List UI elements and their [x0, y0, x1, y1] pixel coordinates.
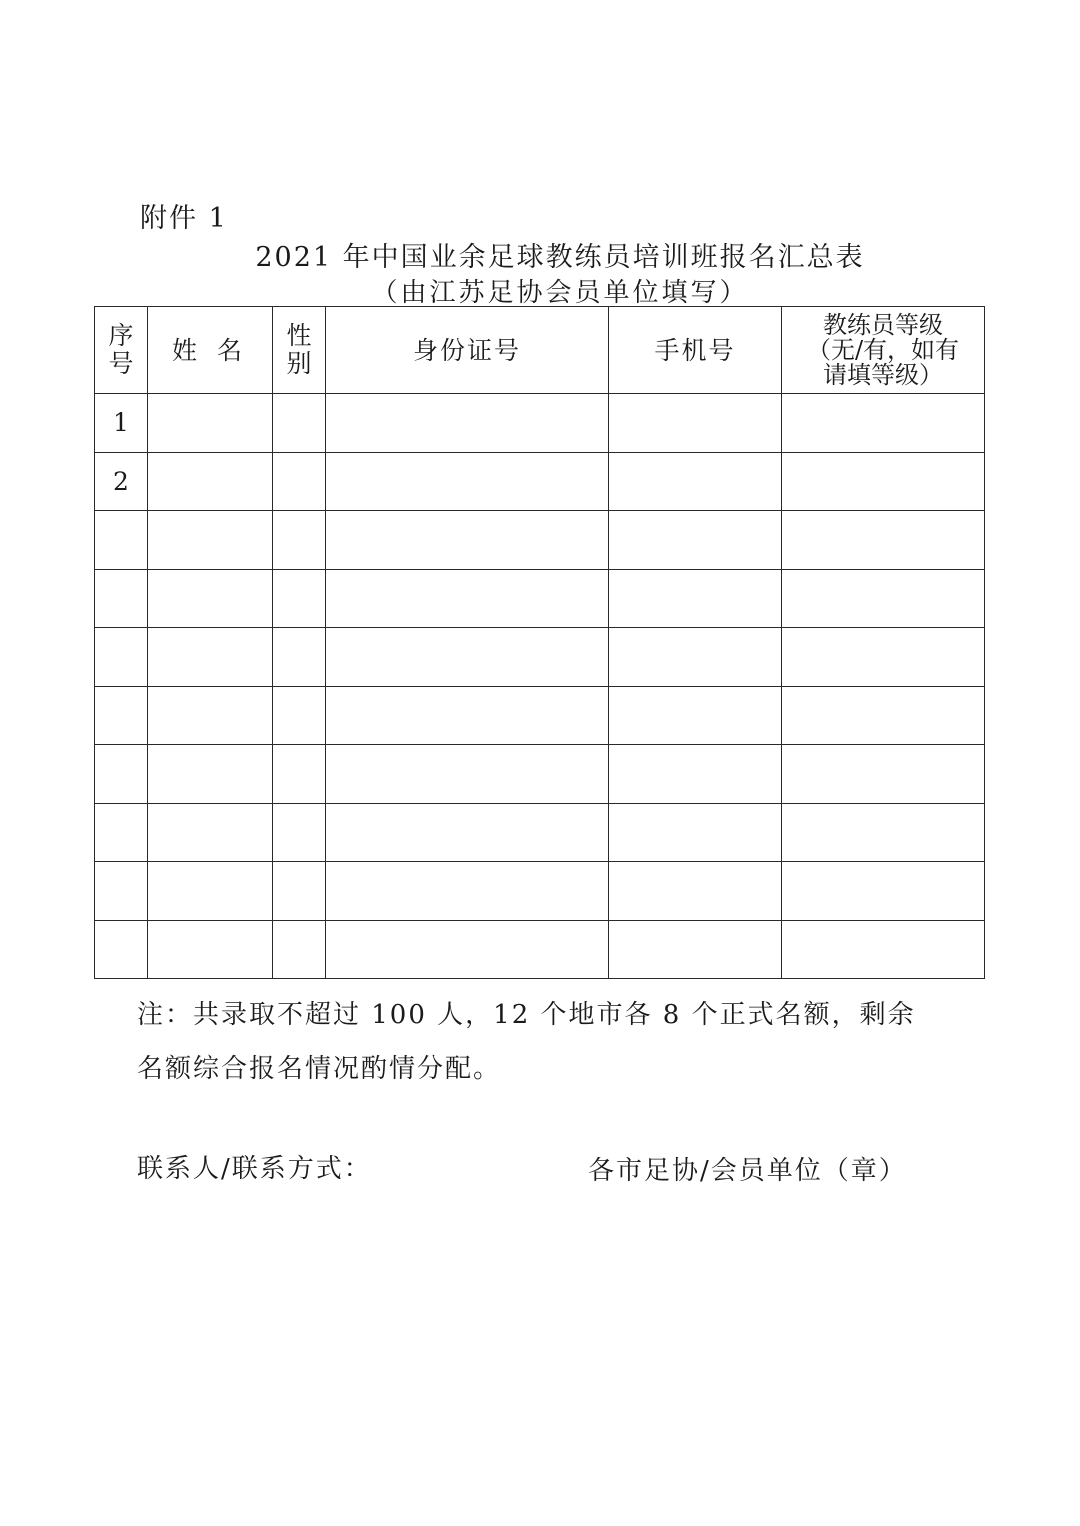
cell-id-number: [326, 745, 609, 804]
cell-grade: [782, 920, 985, 979]
cell-id-number: [326, 511, 609, 570]
table-row: [95, 511, 985, 570]
cell-gender: [273, 511, 326, 570]
cell-name: [148, 920, 273, 979]
table-row: [95, 628, 985, 687]
cell-grade: [782, 686, 985, 745]
cell-gender: [273, 686, 326, 745]
cell-seq: [95, 803, 148, 862]
cell-name: [148, 511, 273, 570]
header-seq-line2: 号: [108, 349, 134, 378]
cell-grade: [782, 862, 985, 921]
cell-phone: [609, 452, 782, 511]
seal-label: 各市足协/会员单位（章）: [588, 1156, 907, 1186]
cell-name: [148, 628, 273, 687]
cell-name: [148, 862, 273, 921]
quota-note: 注：共录取不超过 100 人，12 个地市各 8 个正式名额，剩余名额综合报名情况酌情分配。: [137, 1000, 916, 1084]
header-id-number: [326, 307, 609, 394]
header-id-number-label: 身份证号: [412, 335, 521, 365]
cell-name: [148, 745, 273, 804]
cell-grade: [782, 628, 985, 687]
cell-phone: [609, 394, 782, 453]
cell-phone: [609, 803, 782, 862]
cell-seq: [95, 686, 148, 745]
cell-phone: [609, 686, 782, 745]
cell-id-number: [326, 569, 609, 628]
cell-id-number: [326, 862, 609, 921]
cell-grade: [782, 745, 985, 804]
cell-grade: [782, 452, 985, 511]
document-subtitle: （由江苏足协会员单位填写）: [371, 278, 749, 308]
cell-id-number: [326, 394, 609, 453]
header-seq: [95, 307, 148, 394]
cell-id-number: [326, 628, 609, 687]
cell-seq: 1: [95, 394, 148, 453]
cell-gender: [273, 452, 326, 511]
table-row: [95, 862, 985, 921]
cell-gender: [273, 920, 326, 979]
cell-id-number: [326, 920, 609, 979]
header-name: [148, 307, 273, 394]
cell-name: [148, 803, 273, 862]
cell-id-number: [326, 686, 609, 745]
document-title: 2021 年中国业余足球教练员培训班报名汇总表: [255, 242, 865, 273]
header-seq-line1: 序: [108, 321, 134, 350]
cell-grade: [782, 511, 985, 570]
cell-seq: 2: [95, 452, 148, 511]
table-row: [95, 803, 985, 862]
header-phone-label: 手机号: [654, 335, 736, 365]
cell-seq: [95, 862, 148, 921]
cell-gender: [273, 569, 326, 628]
header-grade-line1: 教练员等级: [823, 310, 943, 339]
header-gender: [273, 307, 326, 394]
contact-label: 联系人/联系方式：: [137, 1154, 372, 1184]
table-row: [95, 686, 985, 745]
cell-seq: [95, 511, 148, 570]
header-grade-line3: 请填等级）: [823, 360, 943, 389]
table-row: [95, 569, 985, 628]
cell-name: [148, 686, 273, 745]
cell-phone: [609, 628, 782, 687]
cell-phone: [609, 569, 782, 628]
registration-table: [94, 306, 985, 979]
cell-id-number: [326, 452, 609, 511]
table-row: [95, 920, 985, 979]
cell-id-number: [326, 803, 609, 862]
cell-name: [148, 394, 273, 453]
cell-grade: [782, 569, 985, 628]
header-gender-line1: 性: [286, 321, 312, 350]
cell-gender: [273, 628, 326, 687]
cell-seq: [95, 569, 148, 628]
cell-grade: [782, 803, 985, 862]
header-gender-line2: 别: [286, 349, 312, 378]
cell-phone: [609, 511, 782, 570]
cell-seq: [95, 745, 148, 804]
cell-gender: [273, 862, 326, 921]
table-row: [95, 394, 985, 453]
header-phone: [609, 307, 782, 394]
cell-name: [148, 452, 273, 511]
header-name-label: 姓 名: [172, 335, 248, 365]
cell-seq: [95, 628, 148, 687]
header-grade: [782, 307, 985, 394]
cell-seq: [95, 920, 148, 979]
cell-gender: [273, 745, 326, 804]
table-row: [95, 745, 985, 804]
table-header-row: [95, 307, 985, 394]
cell-phone: [609, 862, 782, 921]
cell-phone: [609, 920, 782, 979]
cell-grade: [782, 394, 985, 453]
attachment-label: 附件 1: [140, 203, 228, 234]
cell-name: [148, 569, 273, 628]
cell-gender: [273, 394, 326, 453]
header-grade-line2: （无/有，如有: [806, 335, 960, 364]
table-row: [95, 452, 985, 511]
cell-gender: [273, 803, 326, 862]
cell-phone: [609, 745, 782, 804]
